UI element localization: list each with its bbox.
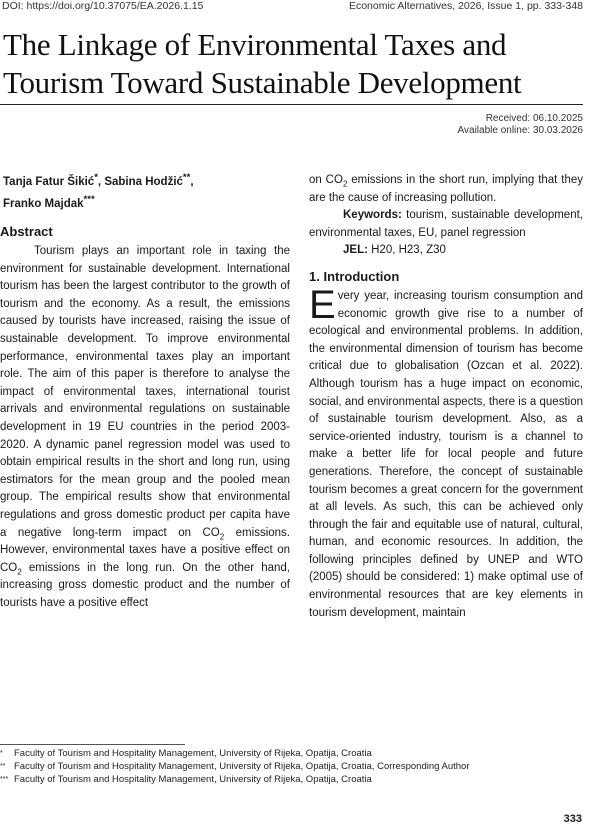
footnote-2-text: Faculty of Tourism and Hospitality Management, University of Rijeka, Opatija, Croatia, Corresponding Author [14, 761, 470, 772]
received-date: Received: 06.10.2025 [485, 113, 583, 124]
footnote-divider [0, 744, 185, 745]
footnotes [0, 747, 590, 786]
keywords [309, 207, 583, 242]
abstract-continuation [309, 172, 583, 207]
title-line-1: The Linkage of Environmental Taxes and [3, 27, 507, 62]
drop-cap: E [309, 282, 336, 327]
keywords-text: tourism, sustainable development, environmental taxes, EU, panel regression [309, 209, 583, 239]
author-list: Tanja Fatur Šikić*, Sabina Hodžić**, Franko Majdak*** [3, 172, 194, 210]
article-dates [458, 113, 583, 137]
author-3-mark: *** [83, 193, 95, 205]
abstract-text [0, 243, 290, 612]
footnote-1-text: Faculty of Tourism and Hospitality Management, University of Rijeka, Opatija, Croatia [14, 748, 372, 759]
running-header [0, 0, 583, 14]
introduction-body: very year, increasing tourism consumption and economic growth give rise to a number of ecological and environmental problems. In addition, the environmental dimension of tourism has become critical due to globalisation (Ozcan et al. 2022). Although tourism has a huge impact on economic, social, and environmental aspects, there is a question of sustainable tourism development. Also, as a service-oriented industry, tourism is a channel to make a better life for local people and future generations. Therefore, the concept of sustainable tourism becomes a great concern for the government at all levels. As such, this can be achieved only through the fair and equitable use of natural, cultural, human, and economic resources. In addition, the following principles defined by UNEP and WTO (2005) should be considered: 1) make optimal use of environmental resources that are key elements in tourism development, maintain [309, 289, 583, 619]
introduction-text [309, 282, 583, 622]
footnote-3-text: Faculty of Tourism and Hospitality Management, University of Rijeka, Opatija, Croatia [14, 774, 372, 785]
article-title [3, 26, 593, 102]
footnote-1 [0, 747, 590, 760]
footnote-2-mark: ** [0, 763, 6, 770]
title-line-2: Tourism Toward Sustainable Development [3, 65, 522, 100]
jel-label: JEL: [343, 244, 368, 257]
page-number: 333 [563, 813, 582, 825]
author-3: Franko Majdak [3, 197, 84, 210]
footnote-2 [0, 760, 590, 773]
co2-subscript: 2 [342, 179, 348, 189]
co2-subscript: 2 [219, 531, 225, 541]
abstract-part-1: Tourism plays an important role in taxing the environment for sustainable development. International tourism has been the largest contributor to the growth of tourism and the economy. As a result, the emissions caused by tourists have increased, raising the issue of sustainable development. To improve environmental performance, environmental taxes play an important role. The aim of this paper is therefore to analyse the impact of environmental taxes, international tourist arrivals and environmental regulations on sustainable development in 19 EU countries in the period 2003-2020. A dynamic panel regression model was used to obtain empirical results in the short and long run, using estimators for the mean group and the pooled mean group. The empirical results show that environmental regulations and gross domestic product per capita have a negative long-term impact on CO [0, 245, 290, 539]
author-2-mark: ** [182, 172, 191, 183]
abstract-cont-post: emissions in the short run, implying that they are the cause of increasing pollution. [309, 174, 583, 204]
abstract-part-3: emissions in the long run. On the other hand, increasing gross domestic product and the number of tourists have a positive effect [0, 561, 290, 609]
jel-text: H20, H23, Z30 [371, 244, 446, 257]
left-column [0, 221, 290, 612]
right-column [309, 172, 583, 622]
keywords-label: Keywords: [343, 209, 402, 222]
author-1: Tanja Fatur Šikić [3, 175, 95, 188]
author-2: Sabina Hodžić [104, 175, 183, 188]
doi-link[interactable]: DOI: https://doi.org/10.37075/EA.2026.1.15 [2, 0, 204, 12]
journal-citation: Economic Alternatives, 2026, Issue 1, pp. 333-348 [348, 0, 583, 12]
introduction-heading: 1. Introduction [309, 268, 400, 284]
abstract-cont-pre: on CO [309, 174, 343, 186]
jel-codes [309, 242, 583, 260]
footnote-1-mark: * [0, 750, 3, 757]
footnote-3 [0, 773, 590, 786]
online-date: Available online: 30.03.2026 [457, 125, 583, 136]
abstract-part-2: emissions. However, environmental taxes have a positive effect on CO [0, 526, 290, 574]
title-divider [0, 104, 583, 105]
co2-subscript: 2 [17, 566, 22, 576]
author-1-mark: * [94, 172, 98, 183]
footnote-3-mark: *** [0, 776, 9, 783]
abstract-heading: Abstract [0, 224, 53, 239]
